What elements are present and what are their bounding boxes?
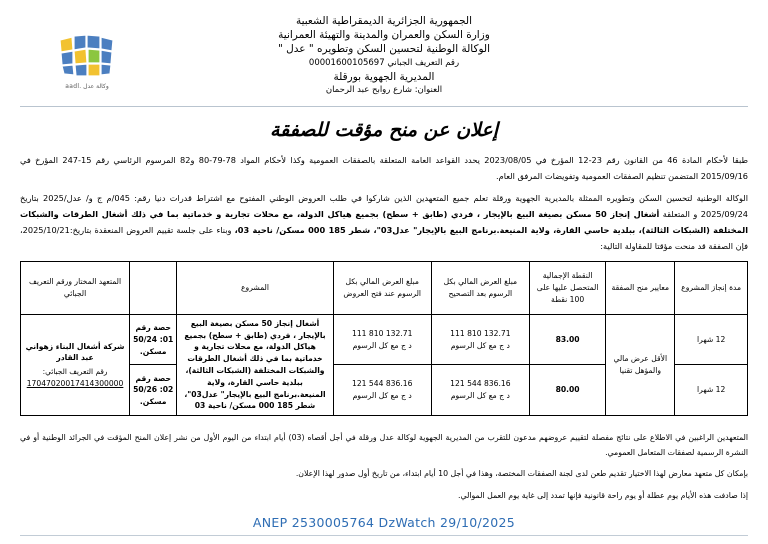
- notice-text: الوكالة الوطنية لتحسين السكن وتطويره الممثلة بالمديرية الجهوية ورقلة تعلم جميع المتعهدين الذين شاركوا في طلب العروض الوطني المفتوح مع اشتراط قدرات دنيا رقم: 045/م ج و/ عدل/2025 بتاريخ 2025/09/24 و المتعلقة: [20, 192, 748, 219]
- header-tax-id: [20, 58, 748, 69]
- page-title: إعلان عن منح مؤقت للصفقة: [269, 119, 499, 141]
- th-amount-opening: مبلغ العرض المالي بكل الرسوم عند فتح العروض: [333, 261, 431, 314]
- aadl-logo-caption: وكالة عدل .aadl: [65, 83, 109, 90]
- contractor-name: شركة أشغال البناء زهواني عبد القادر: [25, 341, 125, 363]
- header-divider: [20, 106, 748, 107]
- th-amount-corrected: مبلغ العرض المالي بكل الرسوم بعد التصحيح: [431, 261, 529, 314]
- cell-amount-opening-1: [333, 314, 431, 365]
- address-line: العنوان: شارع روابح عبد الرحمان: [325, 85, 443, 96]
- header-tax-number: 00001600105697: [308, 57, 385, 68]
- footnote-appeal-info: المتعهدين الراغبين في الاطلاع على نتائج مفصلة لتقييم عروضهم مدعون للتقرب من المديرية الجهوية لوكالة عدل ورقلة في أجل أقصاه (03) أيام ابتداء من اليوم الأول من نشر إعلان المنح المؤقت في الجرائد الوطنية أو في النشرة الرسمية لصفقات المتعامل العمومي.: [20, 433, 748, 458]
- amount-opening-unit-2: د ج مع كل الرسوم: [352, 391, 412, 401]
- amount-opening-unit-1: د ج مع كل الرسوم: [352, 340, 412, 350]
- footnotes-section: [20, 430, 748, 503]
- legal-basis-paragraph: طبقا لأحكام المادة 46 من القانون رقم 23-12 المؤرخ في 2023/08/05 يحدد القواعد العامة المتعلقة بالصفقات العمومية وكذا لأحكام المواد 78-79-80 و82 المرسوم الرئاسي رقم 15-247 المؤرخ في 2015/09/16 المتضمن تنظيم الصفقات العمومية وتفويضات المرفق العام.: [20, 155, 748, 181]
- document-header: [20, 8, 748, 104]
- th-lot: [130, 261, 177, 314]
- notice-paragraph: [20, 191, 748, 255]
- contractor-tax-number: 17047020017414300000: [26, 378, 124, 388]
- header-tax-label: رقم التعريف الجباني: [387, 57, 460, 68]
- notice-closing: وبناء على جلسة تقييم العروض المنعقدة بتاريخ:2025/10/21، فإن الصفقة قد منحت مؤقتا للمقاولة التالية:: [20, 224, 748, 251]
- amount-corrected-value-1: 111 810 132.71: [450, 328, 511, 338]
- footnote-holiday-rule: إذا صادفت هذه الأيام يوم عطلة أو يوم راحة قانونية فإنها تمدد إلى غاية يوم العمل الموالي.: [458, 490, 748, 500]
- amount-corrected-unit-1: د ج مع كل الرسوم: [450, 340, 510, 350]
- th-project: المشروع: [177, 261, 333, 314]
- table-header-row: [21, 261, 748, 314]
- organization-block: [20, 8, 748, 97]
- table-row: [21, 314, 748, 365]
- cell-lot-2: حصة رقم 02: 50/26 مسكن.: [130, 365, 177, 416]
- th-score: النقطة الإجمالية المتحصل عليها على 100 نقطة: [529, 261, 605, 314]
- cell-project-description: أشغال إنجاز 50 مسكن بصيغة البيع بالإيجار ، فردي (طابق + سطح) بجميع هياكل الدولة، مع محلات تجارية و خدماتية بما في ذلك أشغال الطرقات والشبكات المختلفة (الشبكات الثالثة)، ببلدية حاسي القارة، ولاية المنيعة.برنامج البيع بالإيجار" عدل03"، شطر 185 000 مسكن/ ناحية 03: [177, 314, 333, 415]
- cell-score-1: 83.00: [529, 314, 605, 365]
- cell-contractor: [21, 314, 130, 415]
- cell-amount-opening-2: [333, 365, 431, 416]
- cell-score-2: 80.00: [529, 365, 605, 416]
- document-footer: [0, 512, 768, 536]
- amount-opening-value-1: 111 810 132.71: [352, 328, 413, 338]
- anep-reference: ANEP 2530005764 DzWatch 29/10/2025: [252, 515, 516, 530]
- cell-duration-1: 12 شهرا: [675, 314, 748, 365]
- cell-duration-2: 12 شهرا: [675, 365, 748, 416]
- aadl-logo: [50, 30, 124, 90]
- footer-divider: [20, 535, 748, 536]
- directorate-line: المديرية الجهوية بورقلة: [333, 70, 435, 83]
- notice-project-headline: أشغال إنجاز 50 مسكن بصيغة البيع بالإيجار ، فردي (طابق + سطح) بجميع هياكل الدولة، مع محلات تجارية و خدماتية بما في ذلك أشغال الطرقات والشبكات المختلفة (الشبكات الثالثة)، ببلدية حاسي القارة، ولاية المنيعة.برنامج البيع بالإيجار" عدل03"، شطر 185 000 مسكن/ ناحية 03،: [20, 208, 748, 235]
- amount-corrected-unit-2: د ج مع كل الرسوم: [450, 391, 510, 401]
- amount-corrected-value-2: 121 544 836.16: [450, 379, 511, 389]
- cell-lot-1: حصة رقم 01: 50/24 مسكن.: [130, 314, 177, 365]
- aadl-logo-icon: [56, 30, 118, 82]
- contractor-tax-label: رقم التعريف الجبائي:: [42, 367, 108, 377]
- cell-amount-corrected-2: [431, 365, 529, 416]
- award-table: [20, 261, 748, 416]
- ministry-line: وزارة السكن والعمران والمدينة والتهيئة العمرانية: [278, 29, 490, 42]
- th-duration: مدة إنجاز المشروع: [675, 261, 748, 314]
- republic-line: الجمهورية الجزائرية الديمقراطية الشعبية: [295, 15, 473, 27]
- footnote-appeal-rights: بإمكان كل متعهد معارض لهذا الاختيار تقديم طعن لدى لجنة الصفقات المختصة، وهذا في أجل 10 أيام ابتداء، من تاريخ أول صدور لهذا الإعلان.: [295, 469, 748, 479]
- cell-criteria: الأقل عرض مالي والمؤهل تقنيا: [606, 314, 675, 415]
- th-criteria: معايير منح الصفقة: [606, 261, 675, 314]
- agency-line: الوكالة الوطنية لتحسين السكن وتطويره " عدل ": [277, 43, 491, 56]
- cell-amount-corrected-1: [431, 314, 529, 365]
- th-bidder: المتعهد المختار ورقم التعريف الجبائي: [21, 261, 130, 314]
- amount-opening-value-2: 121 544 836.16: [352, 379, 413, 389]
